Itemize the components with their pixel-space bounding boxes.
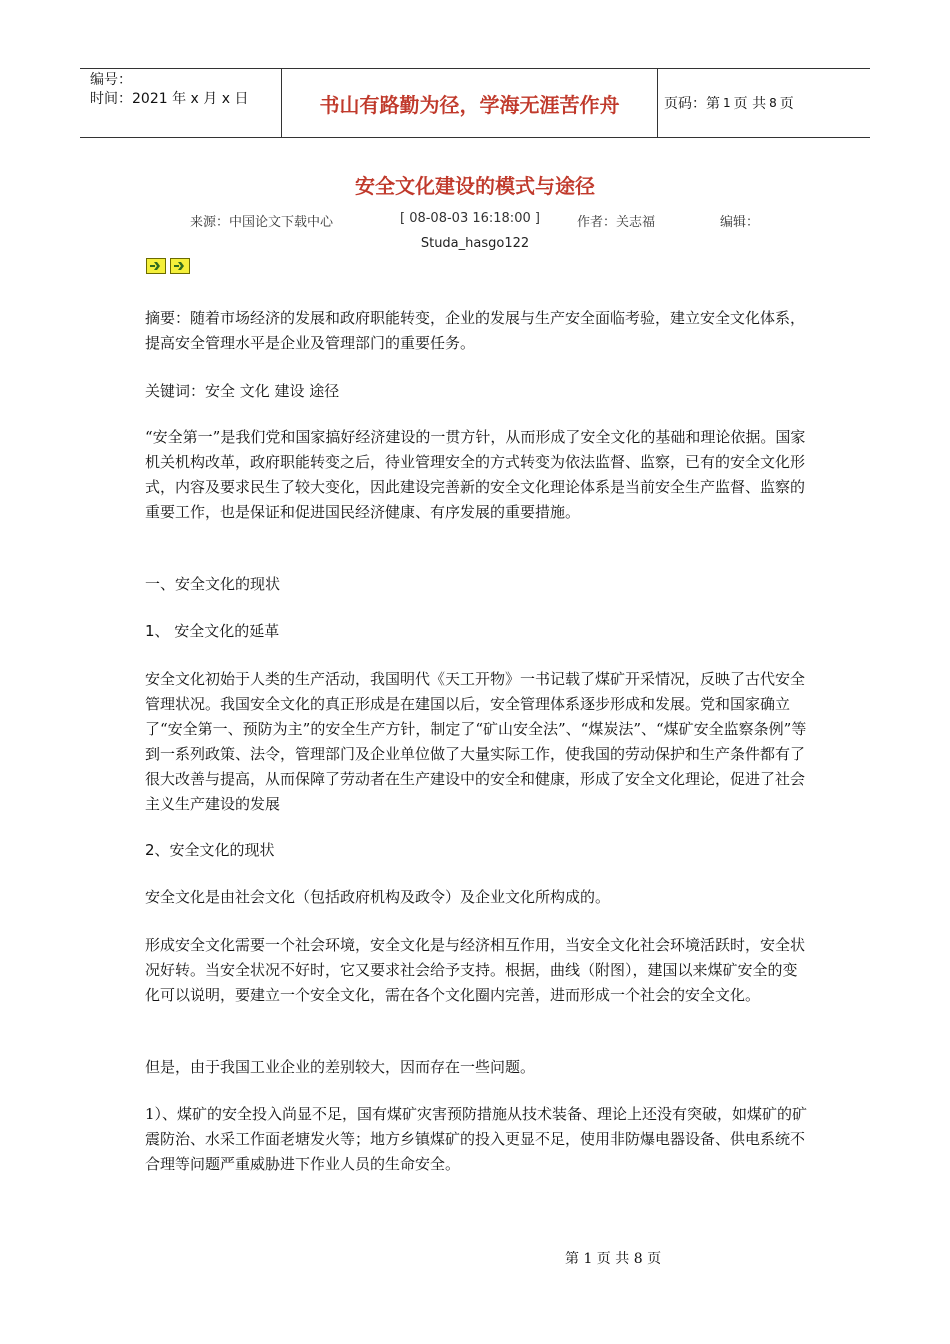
subsection-heading-1: 1、 安全文化的延革 [145, 622, 280, 640]
abstract-paragraph: 摘要：随着市场经济的发展和政府职能转变，企业的发展与生产安全面临考验，建立安全文化体系，提高安全管理水平是企业及管理部门的重要任务。 [145, 309, 806, 352]
keywords-paragraph: 关键词：安全 文化 建设 途径 [145, 382, 340, 400]
article-editor-label: 编辑： [720, 215, 760, 230]
motto-text: 书山有路勤为径，学海无涯苦作舟 [319, 92, 620, 117]
footer-page-number: 第 1 页 共 8 页 [565, 1251, 662, 1267]
page-number-cell [658, 69, 870, 137]
article-datetime: [ 08-08-03 16:18:00 ] [400, 211, 540, 226]
arrow-icon[interactable] [146, 258, 166, 274]
number-label: 编号： [90, 72, 132, 88]
page-total: 8 [769, 96, 777, 110]
page-suffix: 页 [779, 96, 794, 112]
section-heading-1: 一、安全文化的现状 [145, 575, 281, 593]
environment-paragraph: 形成安全文化需要一个社会环境，安全文化是与经济相互作用，当安全文化社会环境活跃时，安全状况好转。当安全状况不好时，它又要求社会给予支持。根据，曲线（附图），建国以来煤矿安全的变化可以说明，要建立一个安全文化，需在各个文化圈内完善，进而形成一个社会的安全文化。 [145, 936, 806, 1004]
composition-paragraph: 安全文化是由社会文化（包括政府机构及政令）及企业文化所构成的。 [145, 888, 611, 906]
document-header [80, 68, 870, 138]
article-title: 安全文化建设的模式与途径 [355, 174, 595, 198]
article-author: 作者：关志福 [577, 215, 656, 230]
page-current: 1 [723, 96, 731, 110]
intro-paragraph: “安全第一”是我们党和国家搞好经济建设的一贯方针，从而形成了安全文化的基础和理论依据。国家机关机构改革，政府职能转变之后，待业管理安全的方式转变为依法监督、监察，已有的安全文化形式，内容及要求民生了较大变化，因此建设完善新的安全文化理论体系是当前安全生产监督、监察的重要工作，也是保证和促进国民经济健康、有序发展的重要措施。 [145, 428, 806, 521]
page-middle: 页 共 [733, 96, 767, 112]
page-prefix: 页码：第 [664, 96, 720, 112]
article-source: 来源：中国论文下载中心 [190, 215, 334, 230]
header-info-cell [80, 69, 282, 137]
problem-item-1: 1）、煤矿的安全投入尚显不足，国有煤矿灾害预防措施从技术装备、理论上还没有突破，如煤矿的矿震防治、水采工作面老塘发火等；地方乡镇煤矿的投入更显不足，使用非防爆电器设备、供电系统不合理等问题严重威胁进下作业人员的生命安全。 [145, 1105, 808, 1173]
subsection-heading-2: 2、安全文化的现状 [145, 841, 275, 859]
motto-cell [282, 69, 658, 137]
problems-intro-paragraph: 但是，由于我国工业企业的差别较大，因而存在一些问题。 [145, 1058, 536, 1076]
history-paragraph: 安全文化初始于人类的生产活动，我国明代《天工开物》一书记载了煤矿开采情况，反映了古代安全管理状况。我国安全文化的真正形成是在建国以后，安全管理体系逐步形成和发展。党和国家确立了“安全第一、预防为主”的安全生产方针，制定了“矿山安全法”、“煤炭法”、“煤矿安全监察条例”等到一系列政策、法令，管理部门及企业单位做了大量实际工作，使我国的劳动保护和生产条件都有了很大改善与提高，从而保障了劳动者在生产建设中的安全和健康，形成了安全文化理论，促进了社会主义生产建设的发展 [145, 670, 807, 813]
article-editor-name: Studa_hasgo122 [420, 236, 530, 251]
time-label: 时间：2021 年 x 月 x 日 [90, 91, 249, 107]
arrow-icon[interactable] [170, 258, 190, 274]
